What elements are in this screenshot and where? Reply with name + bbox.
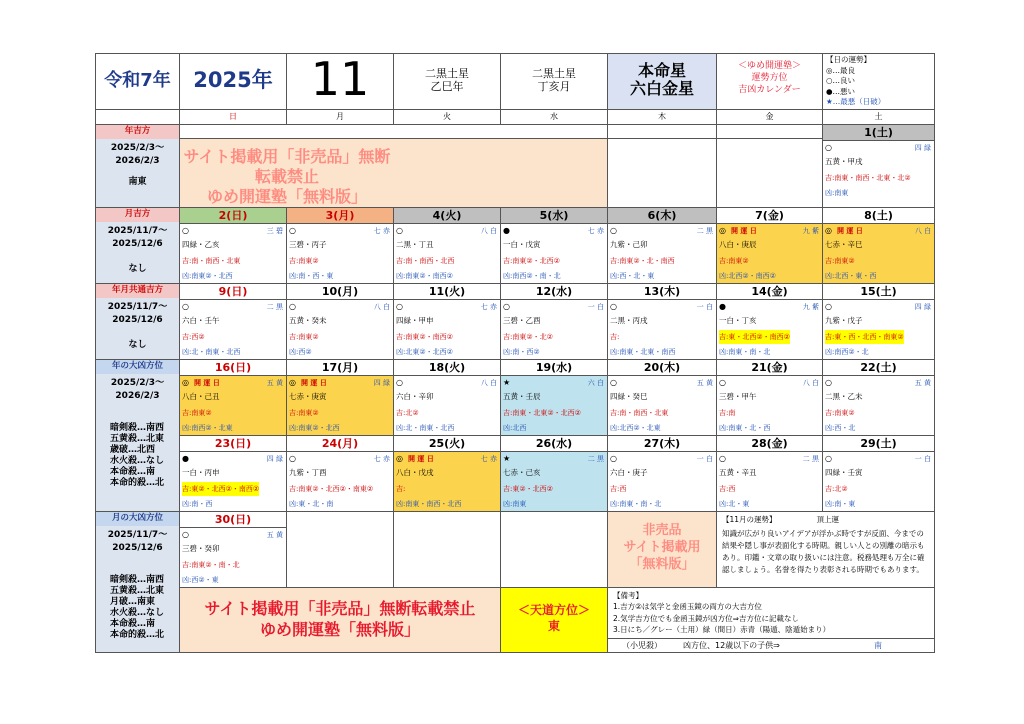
fortune-mark: ○: [610, 225, 617, 235]
day-cell: [287, 376, 393, 435]
day-star: 七 赤: [373, 454, 390, 463]
day-22[interactable]: [823, 359, 935, 435]
fortune-mark: ◎: [396, 453, 403, 463]
bad-directions: 凶:北・南東・北西: [396, 423, 455, 432]
day-20[interactable]: [608, 359, 717, 435]
day-cell: [287, 224, 393, 283]
fortune-mark: ○: [503, 301, 510, 311]
empty-last-wed: [501, 511, 608, 587]
empty-w0-thu: [608, 124, 717, 207]
day-23[interactable]: [180, 435, 287, 511]
day-cell: [608, 452, 716, 511]
day-cell: [394, 300, 500, 359]
good-directions: 吉:東②・北西②: [503, 484, 553, 493]
day-star: 一 白: [587, 302, 604, 311]
fortune-mark: ○: [396, 377, 403, 387]
day-star: 八 白: [373, 302, 390, 311]
kaiun-label: 開 運 日: [837, 226, 863, 235]
day-number: 11(火): [394, 284, 500, 300]
day-number: 2(日): [180, 208, 286, 224]
day-cell: [394, 224, 500, 283]
good-directions: 吉:南東②・北・南西: [610, 256, 675, 265]
day-number: 8(土): [823, 208, 934, 224]
watermark-top: サイト掲載用「非売品」無断転載禁止 ゆめ開運塾「無料版」: [180, 124, 608, 207]
day-number: 20(木): [608, 360, 716, 376]
day-star: 六 白: [587, 378, 604, 387]
day-6[interactable]: [608, 207, 717, 283]
bad-directions: 凶:南東: [503, 499, 527, 508]
fortune-mark: ◎: [182, 377, 189, 387]
fortune-mark: ★: [503, 377, 511, 387]
day-number: 9(日): [180, 284, 286, 300]
bad-directions: 凶:北東②・北西②: [396, 347, 453, 356]
bad-directions: 凶:南・西②: [503, 347, 540, 356]
good-directions: 吉:南東・北東②・北西②: [503, 408, 581, 417]
fortune-mark: ○: [396, 225, 403, 235]
kaiun-label: 開 運 日: [301, 378, 327, 387]
fortune-mark: ○: [610, 301, 617, 311]
day-gz: 四緑・壬寅: [825, 467, 863, 477]
day-number: 4(火): [394, 208, 500, 224]
dow-fri: 金: [717, 109, 823, 124]
day-cell: [717, 224, 822, 283]
day-cell: [180, 224, 286, 283]
day-14[interactable]: [717, 283, 823, 359]
day-cell: [608, 224, 716, 283]
day-gz: 三碧・丙子: [289, 239, 327, 249]
day-cell: [394, 376, 500, 435]
day-cell: [823, 452, 934, 511]
calendar: [95, 53, 934, 670]
bad-directions: 凶:南東②・北西: [182, 271, 233, 280]
day-star: 五 黄: [696, 378, 713, 387]
day-5[interactable]: [501, 207, 608, 283]
good-directions: 吉:南東②・南西②: [396, 332, 453, 341]
empty-w0-fri: [717, 124, 823, 207]
fortune-mark: ◎: [289, 377, 296, 387]
day-star: 七 赤: [373, 226, 390, 235]
fortune-mark: ●: [503, 225, 510, 235]
bad-directions: 凶:北西・東・西: [825, 271, 877, 280]
side-ym-good: 年月共通吉方 2025/11/7～ 2025/12/6 なし: [96, 283, 180, 359]
day-gz: 九紫・己卯: [610, 239, 648, 249]
day-cell: [501, 376, 607, 435]
empty-last-mon: [287, 511, 394, 587]
day-21[interactable]: [717, 359, 823, 435]
monthly-fortune: 【11月の運勢】 頂上運 知識が広がり良いアイデアが浮かぶ時ですが反面、今までの結果や隠し事が表面化する時期。親しい人との別離の暗示もあり。印鑑・文章の取り扱いには注意。税務処理も万全に確認しましょう。名誉を得たり表彰される時期でもあります。: [717, 511, 935, 587]
good-directions: 吉:北②: [396, 408, 419, 417]
empty-last-tue: [394, 511, 501, 587]
day-cell: [823, 300, 934, 359]
day-number: 5(水): [501, 208, 607, 224]
day-gz: 六白・壬午: [182, 315, 220, 325]
day-30[interactable]: 30(日) ○ 五 黄 三碧・癸卯 吉:南東②・南・北 凶:西②・東: [180, 511, 287, 587]
bad-directions: 凶:南東・南西・北西: [396, 499, 462, 508]
bad-directions: 凶:西・北: [825, 423, 856, 432]
day-15[interactable]: [823, 283, 935, 359]
day-gz: 二黒・乙未: [825, 391, 863, 401]
day-number: 29(土): [823, 436, 934, 452]
fortune-mark: ○: [182, 301, 189, 311]
day-2[interactable]: [180, 207, 287, 283]
day-number: 21(金): [717, 360, 822, 376]
good-directions: 吉:南東②・北西②: [503, 256, 560, 265]
day-gz: 五黄・癸未: [289, 315, 327, 325]
kaiun-label: 開 運 日: [408, 454, 434, 463]
day-star: 四 緑: [373, 378, 390, 387]
day-star: 八 白: [480, 226, 497, 235]
day-gz: 四緑・乙亥: [182, 239, 220, 249]
day-cell: [287, 300, 393, 359]
day-star: 五 黄: [914, 378, 931, 387]
day-gz: 五黄・壬辰: [503, 391, 541, 401]
side-month-bad: 月の大凶方位 2025/11/7～ 2025/12/6 暗剣殺…南西 五黄殺…北東 月破…南東 水火殺…なし 本命殺…南 本命的殺…北: [96, 511, 180, 652]
day-26[interactable]: [501, 435, 608, 511]
biko-box: 【備考】 1.吉方②は気学と金函玉鏡の両方の大吉方位 2.気学吉方位でも金函玉鏡が凶方位⇒吉方位に記載なし 3.日にち／グレー（土用）緑（間日）赤青（陽遁、陰遁始まり） （小児殺） 凶方位、12歳以下の子供⇒ 南: [608, 587, 935, 652]
day-8[interactable]: [823, 207, 935, 283]
day-star: 八 白: [914, 226, 931, 235]
day-gz: 八白・庚辰: [719, 239, 757, 249]
bad-directions: 凶:南西②・南・北: [503, 271, 561, 280]
year-star-box: 二黒土星 乙巳年: [394, 54, 501, 110]
bad-directions: 凶:南東・北・西: [719, 423, 771, 432]
dow-wed: 水: [501, 109, 608, 124]
good-directions: 吉:南東②・北西②・南東②: [289, 484, 374, 493]
bad-directions: 凶:南・西・東: [289, 271, 334, 280]
dow-tue: 火: [394, 109, 501, 124]
fortune-mark: ○: [825, 377, 832, 387]
watermark-small: 非売品 サイト掲載用 「無料版」: [608, 511, 717, 587]
day-gz: 九紫・戊子: [825, 315, 863, 325]
day-gz: 八白・己丑: [182, 391, 220, 401]
day-star: 二 黒: [587, 454, 604, 463]
day-gz: 四緑・癸巳: [610, 391, 648, 401]
good-directions: 吉:東・西・北西・南東②: [825, 330, 904, 344]
bad-directions: 凶:南西②・北東: [182, 423, 233, 432]
good-directions: 吉:南東②: [719, 256, 749, 265]
day-number: 10(月): [287, 284, 393, 300]
day-star: 九 紫: [802, 226, 819, 235]
bad-directions: 凶:北西②・北東: [610, 423, 661, 432]
day-27[interactable]: [608, 435, 717, 511]
day-gz: 四緑・甲申: [396, 315, 434, 325]
dow-sun: 日: [180, 109, 287, 124]
fortune-mark: ○: [825, 453, 832, 463]
bad-directions: 凶:南東・南・北: [719, 347, 771, 356]
day-number: 25(火): [394, 436, 500, 452]
day-star: 二 黒: [266, 302, 283, 311]
day-13[interactable]: [608, 283, 717, 359]
day-29[interactable]: [823, 435, 935, 511]
day-gz: 七赤・庚寅: [289, 391, 327, 401]
day-star: 五 黄: [266, 378, 283, 387]
side-year-bad: 年の大凶方位 2025/2/3～ 2026/2/3 暗剣殺…南西 五黄殺…北東 歳破…北西 水火殺…なし 本命殺…南 本命的殺…北: [96, 359, 180, 511]
day-cell: [501, 452, 607, 511]
fortune-mark: ◎: [825, 225, 832, 235]
bad-directions: 凶:西・北・東: [610, 271, 655, 280]
day-number: 26(水): [501, 436, 607, 452]
day-star: 三 碧: [266, 226, 283, 235]
day-gz: 一白・丙申: [182, 467, 220, 477]
day-25[interactable]: [394, 435, 501, 511]
good-directions: 吉:南: [719, 408, 736, 417]
day-star: 一 白: [914, 454, 931, 463]
day-3[interactable]: [287, 207, 394, 283]
day-number: 28(金): [717, 436, 822, 452]
day-1[interactable]: 1(土) ○ 四 緑 五黄・甲戌 吉:南東・南西・北東・北② 凶:南東: [823, 124, 935, 207]
day-cell: [394, 452, 500, 511]
day-number: 13(木): [608, 284, 716, 300]
good-directions: 吉:南東②: [825, 256, 855, 265]
day-cell: [608, 300, 716, 359]
day-star: 八 白: [480, 378, 497, 387]
bad-directions: 凶:南・東: [825, 499, 856, 508]
day-19[interactable]: [501, 359, 608, 435]
day-number: 23(日): [180, 436, 286, 452]
month-number: 11: [287, 54, 394, 110]
bad-directions: 凶:西②: [289, 347, 312, 356]
side-month-good: 月吉方 2025/11/7～ 2025/12/6 なし: [96, 207, 180, 283]
day-28[interactable]: [717, 435, 823, 511]
kaiun-label: 開 運 日: [194, 378, 220, 387]
fortune-mark: ○: [719, 377, 726, 387]
dow-mon: 月: [287, 109, 394, 124]
day-gz: 一白・戊寅: [503, 239, 541, 249]
day-9[interactable]: [180, 283, 287, 359]
day-star: 四 緑: [266, 454, 283, 463]
day-cell: [180, 300, 286, 359]
day-gz: 三碧・甲午: [719, 391, 757, 401]
day-number: 16(日): [180, 360, 286, 376]
good-directions: 吉:西: [719, 484, 736, 493]
day-gz: 二黒・丙戌: [610, 315, 648, 325]
day-gz: 五黄・辛丑: [719, 467, 757, 477]
bad-directions: 凶:南西②・北: [825, 347, 869, 356]
day-cell: [287, 452, 393, 511]
day-24[interactable]: [287, 435, 394, 511]
day-17[interactable]: [287, 359, 394, 435]
bad-directions: 凶:北・南東・北西: [182, 347, 241, 356]
day-gz: 六白・辛卯: [396, 391, 434, 401]
day-number: 7(金): [717, 208, 822, 224]
day-cell: [717, 300, 822, 359]
year: 2025年: [180, 54, 287, 110]
day-number: 12(水): [501, 284, 607, 300]
good-directions: 吉:南東②: [182, 408, 212, 417]
good-directions: 吉:南・南西・北西: [396, 256, 455, 265]
day-7[interactable]: [717, 207, 823, 283]
tendo-box: ＜天道方位＞ 東: [501, 587, 608, 652]
bad-directions: 凶:南東②・南西②: [396, 271, 453, 280]
good-directions: 吉:南東②: [825, 408, 855, 417]
day-cell: [180, 376, 286, 435]
fortune-mark: ○: [289, 225, 296, 235]
side-year-good: 年吉方 2025/2/3～ 2026/2/3 南東: [96, 124, 180, 207]
honmei-star: 本命星 六白金星: [608, 54, 717, 110]
dow-thu: 木: [608, 109, 717, 124]
day-cell: [717, 376, 822, 435]
day-4[interactable]: [394, 207, 501, 283]
bad-directions: 凶:南東・南・北: [610, 499, 662, 508]
good-directions: 吉:北②: [825, 484, 848, 493]
day-gz: 一白・丁亥: [719, 315, 757, 325]
good-directions: 吉:南・南西・北東: [610, 408, 669, 417]
day-cell: [823, 376, 934, 435]
fortune-mark: ○: [610, 377, 617, 387]
promo-box: ＜ゆめ開運塾＞ 運勢方位 吉凶カレンダー: [717, 54, 823, 110]
bad-directions: 凶:北西②・南西②: [719, 271, 776, 280]
day-number: 6(木): [608, 208, 716, 224]
day-star: 二 黒: [802, 454, 819, 463]
day-16[interactable]: [180, 359, 287, 435]
day-gz: 八白・戊戌: [396, 467, 434, 477]
day-star: 一 白: [696, 454, 713, 463]
day-gz: 三碧・乙酉: [503, 315, 541, 325]
day-number: 15(土): [823, 284, 934, 300]
good-directions: 吉:: [610, 332, 620, 341]
day-gz: 九紫・丁酉: [289, 467, 327, 477]
fortune-mark: ●: [182, 453, 189, 463]
fortune-mark: ○: [289, 453, 296, 463]
day-11[interactable]: [394, 283, 501, 359]
good-directions: 吉:南東②: [289, 408, 319, 417]
day-12[interactable]: [501, 283, 608, 359]
legend: 【日の運勢】 ◎…最良 ○…良い ●…悪い ★…最悪（日破）: [823, 54, 935, 110]
day-star: 四 緑: [914, 302, 931, 311]
day-gz: 二黒・丁丑: [396, 239, 434, 249]
day-gz: 七赤・己亥: [503, 467, 541, 477]
bad-directions: 凶:南東②・北西: [289, 423, 340, 432]
watermark-bottom: サイト掲載用「非売品」無断転載禁止 ゆめ開運塾「無料版」: [180, 587, 501, 652]
good-directions: 吉:西: [610, 484, 627, 493]
era: 令和7年: [96, 54, 180, 110]
bad-directions: 凶:南東・北東・南西: [610, 347, 676, 356]
fortune-mark: ★: [503, 453, 511, 463]
day-gz: 七赤・辛巳: [825, 239, 863, 249]
dow-blank: [96, 109, 180, 124]
day-star: 八 白: [802, 378, 819, 387]
good-directions: 吉:東②・北西②・南西②: [182, 482, 259, 496]
day-number: 3(月): [287, 208, 393, 224]
day-10[interactable]: [287, 283, 394, 359]
day-number: 17(月): [287, 360, 393, 376]
bad-directions: 凶:東・北・南: [289, 499, 334, 508]
good-directions: 吉:南東②: [289, 256, 319, 265]
bad-directions: 凶:北・東: [719, 499, 750, 508]
day-star: 九 紫: [802, 302, 819, 311]
fortune-mark: ○: [719, 453, 726, 463]
day-cell: [608, 376, 716, 435]
day-number: 24(月): [287, 436, 393, 452]
day-number: 19(水): [501, 360, 607, 376]
fortune-mark: ○: [610, 453, 617, 463]
fortune-mark: ○: [825, 301, 832, 311]
day-star: 七 赤: [480, 454, 497, 463]
good-directions: 吉:南東②・北②: [503, 332, 553, 341]
day-number: 14(金): [717, 284, 822, 300]
day-cell: [501, 300, 607, 359]
month-star-box: 二黒土星 丁亥月: [501, 54, 608, 110]
day-star: 一 白: [696, 302, 713, 311]
day-cell: [717, 452, 822, 511]
dow-sat: 土: [823, 109, 935, 124]
good-directions: 吉:南東②: [289, 332, 319, 341]
day-number: 22(土): [823, 360, 934, 376]
day-cell: [501, 224, 607, 283]
good-directions: 吉:西②: [182, 332, 205, 341]
bad-directions: 凶:北西: [503, 423, 527, 432]
good-directions: 吉:: [396, 484, 406, 493]
day-number: 18(火): [394, 360, 500, 376]
fortune-mark: ○: [396, 301, 403, 311]
day-star: 七 赤: [587, 226, 604, 235]
fortune-mark: ●: [719, 301, 726, 311]
day-18[interactable]: [394, 359, 501, 435]
bad-directions: 凶:南・西: [182, 499, 213, 508]
day-number: 27(木): [608, 436, 716, 452]
fortune-mark: ◎: [719, 225, 726, 235]
day-star: 七 赤: [480, 302, 497, 311]
good-directions: 吉:東・北西②・南西②: [719, 330, 790, 344]
day-gz: 六白・庚子: [610, 467, 648, 477]
day-cell: [823, 224, 934, 283]
fortune-mark: ○: [289, 301, 296, 311]
kaiun-label: 開 運 日: [731, 226, 757, 235]
day-cell: [180, 452, 286, 511]
day-star: 二 黒: [696, 226, 713, 235]
good-directions: 吉:南・南西・北東: [182, 256, 241, 265]
fortune-mark: ○: [182, 225, 189, 235]
